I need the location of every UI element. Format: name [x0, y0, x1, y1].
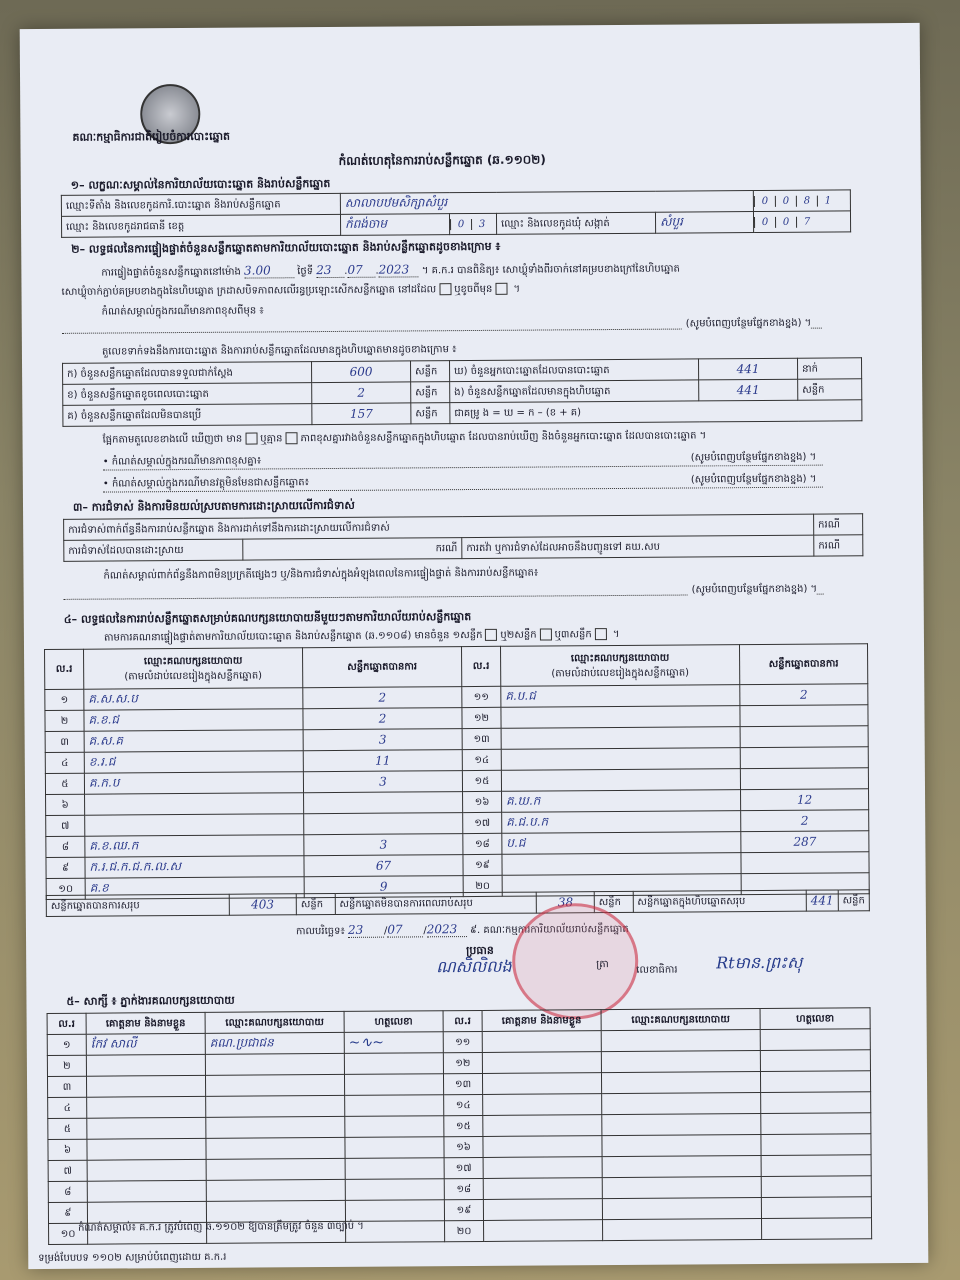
president-signature: ណសិលិលង — [436, 956, 512, 977]
party-name: គ.ប.ជ — [501, 685, 740, 708]
party-name: ប.ជ — [502, 832, 741, 855]
witness-party: គណ.ប្រជាជន — [205, 1032, 344, 1054]
party-votes: 287 — [741, 831, 869, 853]
witness-party — [602, 1135, 761, 1157]
form-title: កំណត់ហេតុនៃការរាប់សន្លឹកឆ្នោត (ឆ.១១០២) — [338, 152, 546, 168]
row-number: ១១ — [443, 1031, 482, 1052]
s1-province-code: 0 3 — [449, 213, 496, 234]
witness-signature — [344, 1074, 443, 1096]
formula: ជាគម្រូ ង = ឃ = ក – (ខ + គ) — [450, 400, 862, 424]
party-name: គ.ស.ស.ប — [84, 688, 303, 711]
footnote: កំណត់សម្គាល់៖ គ.ក.រ ត្រូវបំពេញ ឆ.១១០២ ឱ្យបានត្រឹមត្រូវ ចំនួន ៣ច្បាប់ ។ — [78, 1220, 364, 1234]
s1-province-value: កំពង់ចាម — [340, 214, 449, 236]
row-number: ២០ — [463, 875, 502, 896]
secretary-label: លេខាធិការ — [636, 964, 678, 976]
total-box: 441 — [806, 890, 838, 911]
section2-title: ២– លទ្ធផលនៃការផ្ទៀងផ្ទាត់ចំនួនសន្លឹកឆ្នោតតាមការិយាល័យបោះឆ្នោត និងរាប់សន្លឹកឆ្នោតដូចខាងក្រោម ៖ — [71, 239, 501, 256]
seal-label: ត្រា — [596, 959, 609, 971]
witness-party — [602, 1177, 761, 1199]
damaged-checkbox[interactable] — [495, 283, 507, 295]
date-line: កាលបរិច្ឆេទ៖ 23 /07 /2023 ៩. គណៈកម្មការការិយាល័យរាប់សន្លឹកឆ្នោត — [295, 922, 629, 938]
row-number: ១០ — [49, 1223, 88, 1244]
party-votes — [741, 852, 869, 874]
witness-signature — [761, 1113, 871, 1135]
party-votes — [740, 726, 868, 748]
row-number: ១៩ — [463, 854, 502, 875]
party-name: ខ.រ.ជ — [84, 751, 303, 774]
party-votes — [740, 705, 868, 727]
party-votes — [740, 747, 868, 769]
section5-title: ៥– សាក្សី ៖ ភ្នាក់ងារគណបក្សនយោបាយ — [66, 993, 235, 1008]
s1-row2-label: ឈ្មោះ និងលេខកូដរាជធានី ខេត្ត — [61, 214, 340, 237]
s2-please-fill-3: (សូមបំពេញបន្ថែមផ្នែកខាងខ្នង) ។ — [687, 472, 817, 488]
section3-table: ការជំទាស់ពាក់ព័ន្ធនឹងការរាប់សន្លឹកឆ្នោត និងការដាក់ទៅនឹងការដោះស្រាយលើការជំទាស់ ករណី ការជំទាស់ដែលបានដោះស្រាយ ករណី ការតវ៉ា ឬការជំទាស់ដែលអាចនឹងបញ្ជូនទៅ គឃ.សប ករណី — [63, 513, 863, 562]
party-votes: 2 — [303, 708, 462, 730]
witness-signature — [345, 1137, 444, 1159]
s1-row1-code: 0 0 8 1 — [753, 190, 850, 212]
witness-party — [206, 1116, 345, 1138]
row-number: ៦ — [46, 794, 85, 815]
row-number: ៨ — [46, 836, 85, 857]
party-votes — [740, 768, 868, 790]
s2-line4: តួលេខទាក់ទងនឹងការបោះឆ្នោត និងការរាប់សន្លឹកឆ្នោតដែលមានក្នុងហិបឆ្នោតមានដូចខាងក្រោម ៖ — [101, 344, 457, 358]
party-votes: 2 — [740, 684, 868, 706]
two-sheet-checkbox[interactable] — [540, 628, 552, 640]
row-number: ១៤ — [462, 749, 501, 770]
witness-name — [86, 1075, 205, 1097]
party-votes: 11 — [303, 750, 462, 772]
witness-party — [603, 1219, 762, 1241]
party-name — [501, 727, 740, 750]
president-label: ប្រធាន — [466, 943, 494, 958]
s2-please-fill-2: (សូមបំពេញបន្ថែមផ្នែកខាងខ្នង) ។ — [687, 450, 817, 466]
witness-signature — [760, 1029, 870, 1051]
s1-row1-value: សាលាបឋមសិក្សាសំបួរ — [340, 191, 753, 215]
total-invalid: 38 — [537, 892, 595, 913]
party-votes: 3 — [303, 771, 462, 793]
s2-line2: សោឃ្លុំចាក់ភ្ជាប់គម្របខាងក្នុងនៃហិបឆ្នោត ក្រដាសបិទភាពសលើរន្ធប្រឡោះសើកសន្លឹកឆ្នោត នៅដដែល ឬខូចពីមុន ។ — [61, 283, 521, 298]
row-number: ២ — [45, 710, 84, 731]
section1-table — [61, 189, 851, 238]
s3-note: កំណត់សម្គាល់ពាក់ព័ន្ធនឹងភាពមិនប្រក្រតីផ្សេងៗ ឬ/និងការជំទាស់ក្នុងអំឡុងពេលនៃការផ្ទៀងផ្ទាត់ និងការរាប់សន្លឹកឆ្នោត៖ — [103, 567, 539, 582]
witness-signature — [345, 1116, 444, 1138]
party-votes: 2 — [741, 810, 869, 832]
witness-signature — [761, 1155, 871, 1177]
witness-signature — [345, 1179, 444, 1201]
row-number: ៧ — [48, 1160, 87, 1181]
row-number: ១៧ — [444, 1157, 483, 1178]
kha-value: 2 — [312, 382, 411, 404]
witness-name — [482, 1052, 601, 1074]
ko-value: 157 — [312, 403, 411, 425]
witness-signature — [344, 1053, 443, 1075]
witness-party — [205, 1053, 344, 1075]
witness-name — [87, 1159, 206, 1181]
row-number: ៥ — [45, 773, 84, 794]
witness-party — [206, 1095, 345, 1117]
section1-title: ១– លក្ខណៈសម្គាល់នៃការិយាល័យបោះឆ្នោត និងរាប់សន្លឹកឆ្នោត — [70, 176, 331, 192]
row-number: ១៥ — [462, 770, 501, 791]
row-number: ១៩ — [444, 1199, 483, 1220]
row-number: ១ — [47, 1034, 86, 1055]
row-number: ១៣ — [462, 728, 501, 749]
witness-party — [206, 1158, 345, 1180]
row-number: ១៨ — [463, 833, 502, 854]
row-number: ១៥ — [444, 1115, 483, 1136]
s4-intro: តាមការគណនាផ្ទៀងផ្ទាត់តាមការិយាល័យបោះឆ្នោត និងរាប់សន្លឹកឆ្នោត (ឆ.១១០៨) មានចំនួន ១សន្លឹក ឬ២សន្លឹក ឬ៣សន្លឹក ។ — [103, 628, 620, 644]
party-name: គ.ស.គ — [84, 730, 303, 753]
committee-name: គណៈកម្មាធិការជាតិរៀបចំការបោះឆ្នោត — [72, 129, 231, 144]
party-votes: 3 — [304, 834, 463, 856]
row-number: ៤ — [45, 752, 84, 773]
party-votes — [304, 813, 463, 835]
witness-name — [483, 1094, 602, 1116]
s2-please-fill-1: (សូមបំពេញបន្ថែមផ្នែកខាងខ្នង) ។ — [682, 316, 812, 332]
party-name: គ.ខ.ឈ.ក — [85, 835, 304, 858]
row-number: ១១ — [462, 686, 501, 707]
party-name: គ.ខ — [85, 877, 304, 900]
party-name — [85, 793, 304, 816]
witness-party — [602, 1093, 761, 1115]
witness-signature — [761, 1176, 871, 1198]
row-number: ៨ — [48, 1181, 87, 1202]
witness-party — [206, 1137, 345, 1159]
row-number: ៩ — [46, 857, 85, 878]
witness-signature — [760, 1050, 870, 1072]
party-name — [501, 748, 740, 771]
no-diff-checkbox[interactable] — [285, 432, 297, 444]
witness-name — [482, 1031, 601, 1053]
witness-name — [483, 1199, 602, 1221]
party-name — [85, 814, 304, 837]
party-votes: 2 — [303, 687, 462, 709]
witness-signature — [762, 1218, 872, 1240]
witness-name — [483, 1115, 602, 1137]
row-number: ៦ — [48, 1139, 87, 1160]
ka-value: 600 — [312, 361, 411, 383]
party-name: ក.រ.ជ.ក.ជ.ក.ល.ស — [85, 856, 304, 879]
witness-name — [87, 1138, 206, 1160]
party-name — [501, 769, 740, 792]
party-votes — [304, 792, 463, 814]
row-number: ១៦ — [444, 1136, 483, 1157]
row-number: ២ — [47, 1055, 86, 1076]
witness-signature — [761, 1134, 871, 1156]
row-number: ៤ — [48, 1097, 87, 1118]
one-sheet-checkbox[interactable] — [485, 629, 497, 641]
witness-name — [483, 1136, 602, 1158]
witness-name: កែវ សាលី — [86, 1033, 205, 1055]
row-number: ៩ — [48, 1202, 87, 1223]
witness-name — [87, 1096, 206, 1118]
row-number: ៧ — [46, 815, 85, 836]
party-name: គ.ជ.ប.ក — [502, 811, 741, 834]
party-votes: 9 — [304, 876, 463, 898]
witness-signature: ~∿~ — [344, 1032, 443, 1054]
bullet2: • កំណត់សម្គាល់ក្នុងករណីមានវត្ថុមិនមែនជាសន្លឹកឆ្នោត៖ — [103, 472, 823, 493]
witness-party — [602, 1198, 761, 1220]
section3-title: ៣– ការជំទាស់ និងការមិនយល់ស្របតាមការដោះស្រាយលើការជំទាស់ — [72, 498, 355, 514]
row-number: ១០ — [46, 878, 85, 899]
section4-title: ៤– លទ្ធផលនៃការរាប់សន្លឹកឆ្នោតសម្រាប់គណបក្សនយោបាយនីមួយៗតាមការិយាល័យរាប់សន្លឹកឆ្នោត — [63, 610, 472, 626]
row-number: ១២ — [462, 707, 501, 728]
row-number: ៣ — [47, 1076, 86, 1097]
witness-name — [86, 1054, 205, 1076]
witness-signature — [345, 1095, 444, 1117]
witness-party — [602, 1156, 761, 1178]
three-sheet-checkbox[interactable] — [595, 628, 607, 640]
row-number: ១២ — [443, 1052, 482, 1073]
party-name — [502, 853, 741, 876]
row-number: ១៤ — [444, 1094, 483, 1115]
has-diff-checkbox[interactable] — [245, 433, 257, 445]
party-votes: 67 — [304, 855, 463, 877]
row-number: ៥ — [48, 1118, 87, 1139]
s1-row1-label: ឈ្មោះទីតាំង និងលេខកូដការិ.បោះឆ្នោត និងរាប់សន្លឹកឆ្នោត — [61, 193, 340, 216]
row-number: ១៣ — [443, 1073, 482, 1094]
witness-name — [87, 1117, 206, 1139]
row-number: ១ — [45, 689, 84, 710]
witness-party — [601, 1030, 760, 1052]
party-name: គ.ខ.ជ — [84, 709, 303, 732]
witness-party — [602, 1114, 761, 1136]
unchanged-checkbox[interactable] — [439, 283, 451, 295]
s1-commune-label: ឈ្មោះ និងលេខកូដឃុំ សង្កាត់ — [496, 212, 655, 234]
witness-signature — [761, 1092, 871, 1114]
s2-line5: ផ្អែកតាមតួលេខខាងលើ ឃើញថា មាន ឬគ្មាន ភាពខុសគ្នារវាងចំនួនសន្លឹកឆ្នោតក្នុងហិបឆ្នោត ដែលបានរាប់ឃើញ និងចំនួនអ្នកបោះឆ្នោត ដែលបានបោះឆ្នោត ។ — [102, 430, 707, 446]
form-footer: ទម្រង់បែបបទ ១១០២ សម្រាប់បំពេញដោយ គ.ក.រ — [38, 1251, 227, 1265]
row-number: ១៦ — [463, 791, 502, 812]
witness-signature — [761, 1197, 871, 1219]
bullet1: • កំណត់សម្គាល់ក្នុងករណីមានភាពខុសគ្នា៖ — [103, 450, 823, 471]
s2-line1: ការផ្ទៀងផ្ទាត់ចំនួនសន្លឹកឆ្នោតនៅម៉ោង 3.00 ថ្ងៃទី 23 .07 .2023 ។ គ.ក.រ បានពិនិត្យ៖ សោឃ្លុំទាំងពីរចាក់នៅគម្របខាងក្រៅនៃហិបឆ្នោត — [101, 262, 680, 279]
witness-name — [482, 1073, 601, 1095]
row-number: ១៨ — [444, 1178, 483, 1199]
s3-please-fill: (សូមបំពេញបន្ថែមផ្នែកខាងខ្នង) ។ — [688, 582, 818, 598]
party-votes: 3 — [303, 729, 462, 751]
witness-signature — [345, 1158, 444, 1180]
party-name: គ.ឃ.ក — [502, 790, 741, 813]
s1-commune-value: សំបួរ — [655, 212, 753, 234]
witness-party — [601, 1072, 760, 1094]
s2-figures-table: ក) ចំនួនសន្លឹកឆ្នោតដែលបានទទួលជាក់ស្តែង 600 សន្លឹក ឃ) ចំនួនអ្នកបោះឆ្នោតដែលបានបោះឆ្នោត 441 នាក់ ខ) ចំនួនសន្លឹកឆ្នោតខូចពេលបោះឆ្នោត 2 សន្លឹក ង) ចំនួនសន្លឹកឆ្នោតដែលមានក្នុងហិបឆ្នោត 441 សន្លឹក គ) ចំនួនសន្លឹកឆ្នោតដែលមិនបានប្រើ 157 សន្លឹក ជាគម្រូ ង = ឃ = ក – (ខ + គ) — [62, 357, 862, 427]
party-votes: 12 — [741, 789, 869, 811]
witness-table: ល.រ គោត្តនាម និងនាមខ្លួន ឈ្មោះគណបក្សនយោបាយ ហត្ថលេខា ល.រ គោត្តនាម និងនាមខ្លួន ឈ្មោះគណបក្សនយោបាយ ហត្ថលេខា ១ កែវ សាលី គណ.ប្រជាជន ~∿~ ១១ ២ ១២ ៣ ១៣ ៤ ១៤ ៥ ១៥ ៦ ១៦ ៧ ១៧ ៨ ១៨ ៩ ១៩ ១០ ២០ — [47, 1007, 873, 1245]
secretary-signature: Rtមាន.ព្រះសុ — [716, 952, 803, 973]
party-name — [501, 706, 740, 729]
election-form-sheet — [20, 23, 929, 1269]
party-name: គ.ក.ប — [84, 772, 303, 795]
witness-party — [206, 1179, 345, 1201]
witness-name — [483, 1157, 602, 1179]
witness-party — [601, 1051, 760, 1073]
witness-party — [205, 1074, 344, 1096]
party-results-table: ល.រ ឈ្មោះគណបក្សនយោបាយ (តាមលំដាប់លេខរៀងក្នុងសន្លឹកឆ្នោត) សន្លឹកឆ្នោតបានការ ល.រ ឈ្មោះគណបក្សនយោបាយ (តាមលំដាប់លេខរៀងក្នុងសន្លឹកឆ្នោត) សន្លឹកឆ្នោតបានការ ១ គ.ស.ស.ប 2 ១១ គ.ប.ជ 2 ២ គ.ខ.ជ 2 ១២ ៣ គ.ស.គ 3 ១៣ ៤ ខ.រ.ជ 11 ១៤ ៥ គ.ក.ប 3 ១៥ ៦ ១៦ គ.ឃ.ក 12 ៧ ១៧ គ.ជ.ប.ក 2 ៨ គ.ខ.ឈ.ក 3 ១៨ ប.ជ 287 ៩ ក.រ.ជ.ក.ជ.ក.ល.ស 67 ១៩ ១០ គ.ខ 9 ២០ — [44, 643, 870, 900]
s1-commune-code: 0 0 7 — [753, 211, 850, 233]
kho-value: 441 — [699, 358, 798, 380]
witness-name — [484, 1220, 603, 1242]
witness-name — [87, 1180, 206, 1202]
s2-line3: កំណត់សម្គាល់ក្នុងករណីមានភាពខុសពីមុន ៖ — [101, 305, 264, 318]
row-number: ៣ — [45, 731, 84, 752]
row-number: ១៧ — [463, 812, 502, 833]
witness-signature — [760, 1071, 870, 1093]
row-number: ២០ — [445, 1220, 484, 1241]
ngo-value: 441 — [699, 379, 798, 401]
totals-row: សន្លឹកឆ្នោតបានការសរុប 403 សន្លឹក សន្លឹកឆ្នោតមិនបានការពេលរាប់សរុប 38 សន្លឹក សន្លឹកឆ្នោតក្នុងហិបឆ្នោតសរុប 441 សន្លឹក — [46, 889, 870, 917]
witness-name — [483, 1178, 602, 1200]
total-valid: 403 — [229, 894, 297, 915]
official-stamp-icon — [512, 903, 639, 1020]
